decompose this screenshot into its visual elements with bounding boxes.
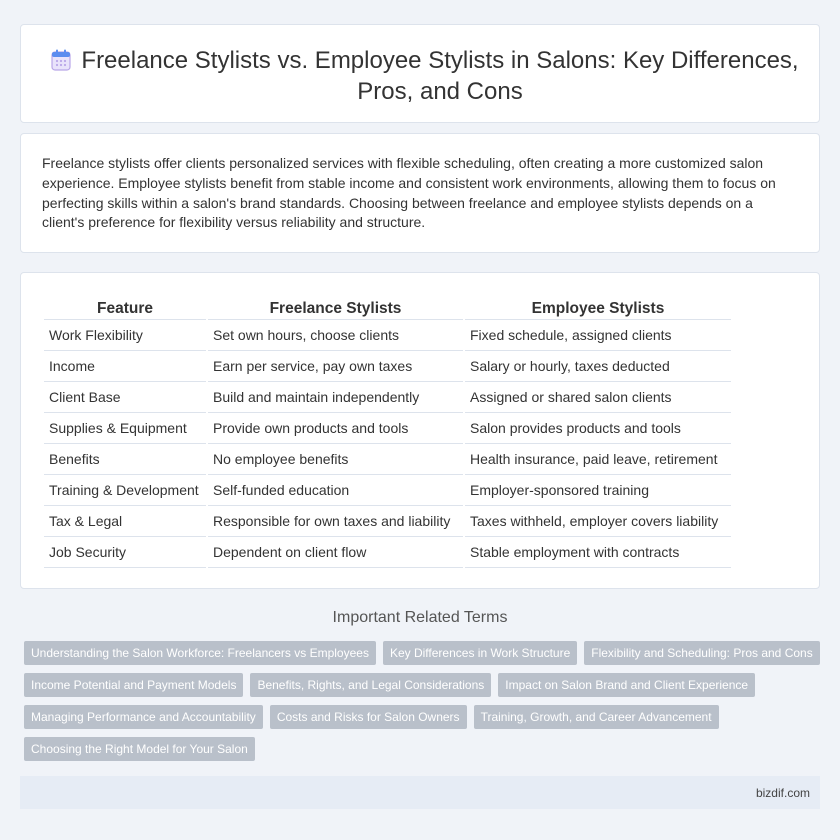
freelance-cell: Build and maintain independently	[208, 382, 463, 413]
table-header-row	[44, 296, 731, 320]
freelance-cell: No employee benefits	[208, 444, 463, 475]
related-term-tag[interactable]: Flexibility and Scheduling: Pros and Cons	[584, 641, 819, 665]
related-term-tag[interactable]: Understanding the Salon Workforce: Freelancers vs Employees	[24, 641, 376, 665]
header-employee: Employee Stylists	[465, 296, 731, 320]
related-terms-title: Important Related Terms	[332, 609, 508, 626]
feature-cell: Job Security	[44, 537, 206, 568]
comparison-table-card	[20, 272, 820, 589]
employee-cell: Salary or hourly, taxes deducted	[465, 351, 731, 382]
page-title: Freelance Stylists vs. Employee Stylists in Salons: Key Differences, Pros, and Cons	[81, 47, 799, 105]
employee-cell: Assigned or shared salon clients	[465, 382, 731, 413]
tag-row	[24, 673, 824, 697]
freelance-cell: Provide own products and tools	[208, 413, 463, 444]
tag-row	[24, 737, 824, 761]
table-row	[44, 537, 731, 568]
table-row	[44, 506, 731, 537]
employee-cell: Taxes withheld, employer covers liability	[465, 506, 731, 537]
feature-cell: Client Base	[44, 382, 206, 413]
related-term-tag[interactable]: Key Differences in Work Structure	[383, 641, 577, 665]
footer-site-link[interactable]: bizdif.com	[755, 786, 810, 800]
related-term-tag[interactable]: Benefits, Rights, and Legal Considerations	[250, 673, 491, 697]
tag-row	[24, 705, 824, 729]
freelance-cell: Set own hours, choose clients	[208, 320, 463, 351]
table-row	[44, 475, 731, 506]
related-term-tag[interactable]: Training, Growth, and Career Advancement	[474, 705, 719, 729]
tag-row	[24, 641, 824, 665]
related-term-tag[interactable]: Costs and Risks for Salon Owners	[270, 705, 467, 729]
feature-cell: Supplies & Equipment	[44, 413, 206, 444]
feature-cell: Benefits	[44, 444, 206, 475]
employee-cell: Employer-sponsored training	[465, 475, 731, 506]
related-term-tag[interactable]: Choosing the Right Model for Your Salon	[24, 737, 255, 761]
header-freelance: Freelance Stylists	[208, 296, 463, 320]
table-row	[44, 382, 731, 413]
related-terms-tags	[24, 641, 824, 769]
table-row	[44, 351, 731, 382]
calendar-icon	[51, 49, 71, 71]
employee-cell: Salon provides products and tools	[465, 413, 731, 444]
comparison-table	[42, 296, 733, 568]
intro-paragraph: Freelance stylists offer clients personalized services with flexible scheduling, often creating a more customized salon experience. Employee stylists benefit from stable income and consistent work environments, allowing them to focus on perfecting skills within a salon's brand standards. Choosing between freelance and employee stylists depends on a client's preference for flexibility versus reliability and structure.	[42, 155, 776, 231]
employee-cell: Fixed schedule, assigned clients	[465, 320, 731, 351]
related-term-tag[interactable]: Impact on Salon Brand and Client Experience	[498, 673, 755, 697]
feature-cell: Income	[44, 351, 206, 382]
table-row	[44, 413, 731, 444]
intro-card	[20, 133, 820, 253]
freelance-cell: Earn per service, pay own taxes	[208, 351, 463, 382]
freelance-cell: Self-funded education	[208, 475, 463, 506]
feature-cell: Work Flexibility	[44, 320, 206, 351]
freelance-cell: Responsible for own taxes and liability	[208, 506, 463, 537]
employee-cell: Health insurance, paid leave, retirement	[465, 444, 731, 475]
freelance-cell: Dependent on client flow	[208, 537, 463, 568]
employee-cell: Stable employment with contracts	[465, 537, 731, 568]
header-feature: Feature	[44, 296, 206, 320]
footer	[20, 776, 820, 809]
related-term-tag[interactable]: Managing Performance and Accountability	[24, 705, 263, 729]
title-card	[20, 24, 820, 123]
related-term-tag[interactable]: Income Potential and Payment Models	[24, 673, 243, 697]
feature-cell: Training & Development	[44, 475, 206, 506]
feature-cell: Tax & Legal	[44, 506, 206, 537]
table-row	[44, 444, 731, 475]
table-row	[44, 320, 731, 351]
